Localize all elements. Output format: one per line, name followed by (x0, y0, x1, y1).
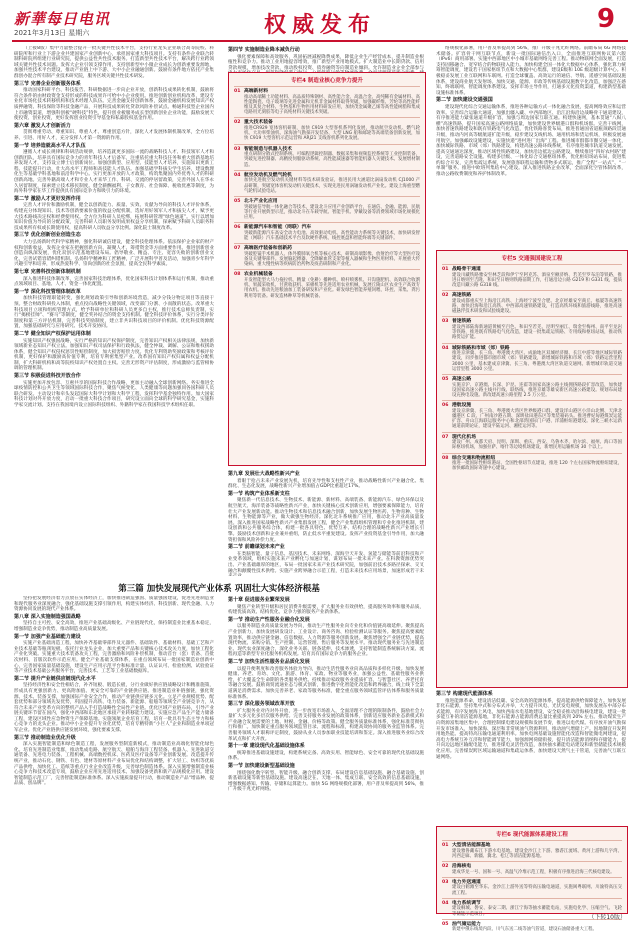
box-item-number: 04 (442, 900, 449, 906)
box-item-text: 推进京津冀、长三角、粤港澳大湾区、成渝地区双城经济圈、长江中游等地区城际铁路建设，同步推进都市圈市域（郊）铁路建设，新增城际铁路和市域（郊）铁路运营里程 3000 公里，基本建成京津冀、长三角、粤港澳大湾区轨道交通网。新增城市轨道交通运营里程 3000 公里。 (452, 351, 622, 372)
dateline: 2021年3月13日 星期六 (14, 29, 90, 37)
paragraph: 推进能源革命，建设清洁低碳、安全高效的能源体系，提高能源供给保障能力。加快发展非化石能源，坚持集中式和分布式并举，大力提升风电、光伏发电规模，加快发展东中部分布式能源，有序发展海上风电，加快西南水电基地建设，安全稳妥推动沿海核电建设，建设一批多能互补的清洁能源基地，非化石能源占能源消费总量比重提高到 20% 左右。推动煤炭生产向资源富集地区集中，合理控制煤电建设规模和发展节奏，推进以电代煤。有序放开油气勘探开发市场准入，加快深海、深层和非常规油气资源利用，推动油气增储上产。因地制宜开发利用地热能。提高特高压输电通道利用率。加快电网基础设施智能化改造和智能微电网建设，提高电力系统互补互济和智能调节能力，加强源网荷储衔接，提升清洁能源消纳和存储能力，提升向边远地区输配电能力，推进煤电灵活性改造，加快抽水蓄能电站建设和新型储能技术规模化应用。完善煤炭跨区域运输通道和集疏运体系，加快建设天然气主干管道，完善油气互联互通网络。 (436, 698, 626, 760)
box-item-heading: 沿海核电 (452, 864, 472, 869)
box-item-text: 建设桐城、磐安、泰安二期、浙江宁海等抽水蓄能电站，实施电化学、压缩空气、飞轮等储能示范项目。 (452, 906, 622, 917)
paragraph: 实施产业基础再造工程，加快补齐基础零部件及元器件、基础软件、基础材料、基础工艺和产业技术基础等瓶颈短板。依托行业龙头企业，加大重要产品和关键核心技术攻关力度，加快工程化产业化突破。实施重大技术装备攻关工程，完善激励和风险补偿机制，推动首台（套）装备、首批次材料、首版次软件示范应用。健全产业基础支撑体系，在重点领域布局一批国家制造业创新中心，完善国家质量基础设施，建设生产应用示范平台和标准计量、认证认可、检验检测、试验验证等产业技术基础公共服务平台，完善技术、工艺等工业基础数据库。 (14, 641, 214, 675)
box-item-text: 突破新能源汽车高安全动力电池、高效驱动电机、高性能动力系统等关键技术，加快研发智能（网联）汽车基础技术平台及软硬件系统、线控底盘和智能终端等关键部件。 (244, 230, 420, 242)
box-item-text: 重点研制分散式控制系统、可编程逻辑控制器、数据采集和视频监控系统等工业控制装备，突破先进控制器、高精度伺服驱动系统、高性能减速器等智能机器人关键技术。发展增材制造。 (244, 152, 420, 168)
box-item-number: 03 (442, 879, 449, 885)
box-item-heading: 高速公路 (452, 377, 472, 383)
box-item (234, 170, 420, 196)
subheading: 第二节 前瞻谋划未来产业 (228, 544, 285, 551)
box-item-number: 08 (234, 272, 241, 278)
box-item-number: 07 (442, 434, 449, 440)
box-item-number: 02 (442, 293, 449, 299)
paragraph: 推动国家科研平台、科技报告、科研数据进一步向企业开放，创新科技成果转化机制，鼓励将符合条件的由财政资金支持形成的科技成果许可给中小企业使用。推进创新创业机构改革，建设专业化市场化技术转移机构和技术经理人队伍。完善金融支持创新体系，鼓励金融机构发展知识产权质押融资、科技保险等科技金融产品，开展科技成果转化贷款风险补偿试点。畅通科技型企业国内上市融资渠道，增强科创板“硬科技”特色，提升创业板服务成长型创新创业企业功能，鼓励发展天使投资、创业投资，更好发挥创业投资引导基金和私募股权基金作用。 (14, 88, 214, 122)
box-item-heading: 战略骨干通道 (452, 267, 481, 272)
subheading: 第三节 完善企业创新服务体系 (14, 80, 81, 87)
box-item-text: 突破通信导航一体化融合等技术，建设北斗应用产业创新平台，在通信、金融、能源、民航等行业开展典型示范，推动北斗在车载导航、智能手机、穿戴设备等消费领域市场化规模化应用。 (244, 204, 420, 221)
box-item-number: 02 (234, 120, 241, 126)
subheading: 第二节 健全知识产权保护运用体制 (14, 330, 91, 337)
box-item-number: 03 (234, 146, 241, 152)
box-item-text: 建设广州、成都天府、昆明、深圳、重庆、西安、乌鲁木齐、哈尔滨、福州、海口等国际枢纽机场，加强拉萨、喀什等边境机场建设，新增民用运输机场 30 个以上。 (452, 440, 622, 451)
box-item-heading: 现代化机场 (452, 434, 476, 440)
subheading: 第一节 深化科技管理体制改革 (14, 288, 81, 295)
box-item-heading: 高端新材料 (244, 89, 268, 94)
box-item-number: 06 (234, 225, 241, 231)
box-item-text: 建设川藏铁路雅安至林芝段和伊宁至阿克苏、酒泉至额济纳、若羌至罗布泊等铁路，推进日喀则至吉隆、和田至日喀则铁路前期工作，打通沿边公路 G219 和 G331 线，提质改造川藏公路 G318 线。 (452, 272, 622, 288)
subheading: 第二节 加快建设交通强国 (436, 97, 493, 104)
subheading: 第十章 促进服务业繁荣发展 (228, 597, 290, 603)
box-item (442, 919, 622, 935)
box-item-number: 01 (234, 89, 241, 94)
paragraph: 以提升便利度和改善服务体验为导向，推动生活性服务业向高品质和多样化升级。加快发展健康、养老、育幼、文化、旅游、体育、家政、物业等服务业，加强公益性、基础性服务业供给，扩大覆盖全生命期的各类服务供给。持续推动家政服务业提质扩容，与智慧社区、养老托育等融合发展。鼓励商贸流通业态与模式创新，推进数字化智能化改造和跨界融合，线上线下全渠道满足消费需求。加快完善养老、家政等服务标准，健全重点服务领域监管评估体系和服务质量标准体系。 (228, 666, 424, 700)
box-item-text: 建成华龙一号、国和一号、高温气冷堆示范工程，积极有序推进沿海三代核电建设。 (452, 869, 615, 875)
box-item-heading: 智能制造与机器人技术 (244, 146, 292, 152)
subheading: 第二节 提升产业链供应链现代化水平 (14, 675, 96, 682)
paragraph: 以服务制造业高质量发展为导向，推动生产性服务业向专业化和价值链高端延伸。聚焦提高产业创新力，加快发展研发设计、工业设计、商务咨询、检验检测认证等服务。聚焦提高要素配置效率，推动供应链金融、信息数据、人力资源等服务创新发展。聚焦增强全产业链优势，提高现代物流、采购分销、生产控制、运营管理、售后服务等发展水平。推动现代服务业与先进制造业、现代农业深度融合，深化业务关联、链条延伸、技术渗透，支持智能制造系统解决方案、流程再造等新型专业化服务机构发展。培育具有国际竞争力的服务企业。 (228, 624, 424, 658)
subheading: 第十一章 建设现代化基础设施体系 (228, 743, 305, 750)
column-1-bottom (14, 596, 214, 914)
paragraph: 统筹推进基础设施建设，构建系统完备、高效实用、智能绿色、安全可靠的现代化基础设施体系。 (228, 750, 424, 762)
part-heading: 第三篇 加快发展现代产业体系 巩固壮大实体经济根基 (118, 584, 320, 594)
paragraph: 围绕强化数字转型、智能升级、融合创新支撑，布局建设信息基础设施、融合基础设施、创新基础设施等新型基础设施。建设高速泛在、天地一体、集成互联、安全高效的信息基础设施，增强数据感知、传输、存储和运算能力。加快 5G 网络规模化部署，用户普及率提高到 56%，推广升级千兆光纤网络。 (228, 770, 424, 793)
box-item-text: 推进一批国际性枢纽港站、全国性枢纽节点建设，推进 120 个左右国家物流枢纽建设，加快邮政国际寄递中心建设。 (452, 461, 622, 472)
box-item-heading: 农业机械装备 (244, 272, 273, 278)
box-item (442, 290, 622, 316)
box-item-heading: 电力外送通道 (452, 879, 481, 885)
box-item (442, 374, 622, 400)
subheading: 第八章 深入实施制造强国战略 (14, 613, 81, 620)
paragraph: 加快科技管理职能转变，强化规划政策引导和创新环境营造，减少分钱分物定项目等直接干预。整合财政科研投入体制，重点投向战略性关键领域，改变部门分割、小而散的状态。改革重大科技项目立项和组织管理方式，给予科研单位和科研人员更多自主权，推行技术总师负责制，实行“揭榜挂帅”、“赛马”等制度，健全奖补结合的资金支持机制。健全科技评价体系，实行分类评价制度和第三方评估机制，完善科技奖励制度，建立非共识科技项目的评价机制。优化科技资源配置，加强基础研究与应用研究、技术开发协同。 (14, 296, 214, 330)
subheading: 第一节 加强产业基础能力建设 (14, 633, 81, 640)
paragraph: 坚持经济性和安全性相结合，补齐短板、锻造长板，分行业做好供应链战略设计和精准施策，形成具有更强创新力、更高附加值、更安全可靠的产业链供应链。推进制造业补链强链，强化资源、技术、装备支撑，加强国际产业安全合作，推动产业链供应链多元化。立足产业规模优势、配套优势和部分领域先发优势，巩固提升高铁、电力装备、新能源、船舶等领域全产业链竞争力，从符合未来产业变革方向的整机产品入手打造战略性全局性产业链。优化区域产业链布局，引导产业链关键环节留在国内，强化中西部和东北地区承接产业转移能力建设。实施应急产品生产能力储备工程，建设区域性应急物资生产保障基地。实施领航企业培育工程，培育一批具有生态主导力和核心竞争力的龙头企业。推动中小企业提升专业化优势，培育专精特新“小巨人”企业和制造业单项冠军企业。优化产业链供应链发展环境，强化要素支撑。 (14, 683, 214, 734)
box-item-number: 04 (442, 345, 449, 351)
paragraph: 络规模化部署，用户普及率提高到 56%，推广升级千兆光纤网络。前瞻布局 6G 网络技术储备。扩容骨干网互联节点，新设一批国际通信出入口，全面推进互联网协议第六版（IPv6）商用部署。实施中西部地区中小城市基础网络完善工程。推动物联网全面发展，打造支持固移融合、宽窄结合的物联接入能力。加快构建全国一体化大数据中心体系，强化算力统筹智能调度，建设若干国家枢纽节点和大数据中心集群，建设E级和 10E 级超级计算中心。积极稳妥发展工业互联网和车联网。打造全球覆盖、高效运行的通信、导航、遥感空间基础设施体系，建设商业航天发射场。加快交通、能源、市政等传统基础设施数字化改造，加强泛在感知、终端联网、智能调度体系建设。发挥市场主导作用，打通多元化投资渠道，构建新型基础设施标准体系。 (436, 46, 626, 96)
box-title: 专栏5 交通强国建设工程 (501, 256, 563, 262)
box-item-text: 建设白鹤滩至华东、金沙江上游外送等特高压输电通道，实施闽粤联网、川渝特高压交流工程。 (452, 885, 622, 896)
box-item (442, 316, 622, 342)
section-title: 权威发布 (263, 12, 376, 38)
subheading: 第三节 积极促进科技开放合作 (14, 373, 81, 380)
box-item-heading: 新能源汽车和智能（网联）汽车 (244, 225, 312, 231)
page-number: 9 (596, 4, 616, 34)
box-item (442, 264, 622, 290)
box-item (442, 840, 622, 861)
box-item (234, 243, 420, 269)
paragraph: 完善人才评价和激励机制，健全以创新能力、质量、实效、贡献为导向的科技人才评价体系，构建充分体现知识、技术等创新要素价值的收益分配机制，选好用好领军人才和拔尖人才，赋予更大技术路线决定权和经费使用权。全方位为科研人员松绑，拓展科研管理“绿色通道”。实行以增加知识价值为导向的分配政策，完善科研人员职务发明成果权益分享机制，探索赋予科研人员职务科技成果所有权或长期使用权，提高科研人员收益分享比例。深化院士制度改革。 (14, 203, 214, 231)
paragraph: 扩大服务业对内对外开放，进一步放宽市场准入，全面清理不合理的限制条件，鼓励社会力量扩大多元化多层次服务供给。完善支持服务业发展的政策体系，创新适应服务新业态新模式和产业融合发展需要的土地、财税、金融、价格等政策。健全服务质量标准体系，强化标准贯彻执行和推广。加快制定重点服务领域监管目录、流程和标准，构建高效协同的服务业监管体系。完善服务领域人才职称评定制度，鼓励从业人员参加职业技能培训和鉴定。深入推进服务业综合改革试点和扩大开放。 (228, 708, 424, 742)
box-item-number: 07 (234, 246, 241, 252)
box-item (442, 400, 622, 431)
box-item-heading: 综合交通和物流枢纽 (452, 455, 496, 461)
box-item-text: 加快先进航空发动机关键材料等技术研发验证，推进民用大涵道比涡扇发动机 CJ1000 产品研制，突破宽体客机发动机关键技术，实现先进民用涡轴发动机产业化。建设上海重型燃气轮机试验电站。 (244, 178, 420, 194)
sidebar-box-manufacturing (228, 72, 426, 466)
box-item-heading: 航空发动机及燃气轮机 (244, 172, 292, 178)
box-item-heading: 高端医疗装备和创新药 (244, 246, 292, 252)
paragraph: 在类脑智能、量子信息、基因技术、未来网络、深海空天开发、氢能与储能等前沿科技和产业变革领域，组织实施未来产业孵化与加速计划，谋划布局一批未来产业。在科教资源优势突出、产业基础雄厚的地区，布局一批国家未来产业技术研究院，加强前沿技术多路径探索、交叉融合和颠覆性技术供给。实施产业跨界融合示范工程，打造未来技术应用场景，加速形成若干未 (228, 551, 424, 574)
paragraph: （上接8版）集中力量整合提升一批关键共性技术平台，支持行业龙头企业联合高等院校、科研院所和行业上下游企业共建国家产业创新中心，承担国家重大科技项目。支持有条件企业联合转制科研院所组建行业研究院，提供公益性共性技术服务。打造新型共性技术平台，解决跨行业跨领域关键共性技术问题。发挥大企业引领支撑作用，支持创新型中小微企业成长为创新重要发源地，加强共性技术平台建设，推动产业链上中下游、大中小企业融通创新。鼓励有条件地方依托产业集群创办混合所有制产业技术研究院，服务区域关键共性技术研发。 (14, 46, 214, 79)
box-item (442, 861, 622, 877)
masthead-rule (12, 40, 628, 42)
box-item-heading: 普速铁路 (452, 319, 472, 325)
box-item (234, 86, 420, 117)
paragraph: 深入实施智能制造和绿色制造工程，发展服务型制造新模式，推动制造业高端化智能化绿色化。培育先进制造业集群，推动集成电路、航空航天、船舶与海洋工程装备、机器人、先进轨道交通装备、先进电力装备、工程机械、高端数控机床、医药及医疗设备等产业创新发展。改造提升传统产业，推动石化、钢铁、有色、建材等原材料产业布局优化和结构调整，扩大轻工、纺织等优质产品供给，加快化工、造纸等重点行业企业改造升级，完善绿色制造体系。深入实施增强制造业核心竞争力和技术改造专项，鼓励企业应用先进适用技术、加强设备更新和新产品规模化应用。建设智能制造示范工厂，完善智能制造标准体系。深入实施质量提升行动，推动制造业产品“增品种、提品质、创品牌”。 (14, 742, 214, 787)
column-4-bottom (436, 690, 626, 824)
box-item (234, 222, 420, 243)
column-1 (14, 46, 214, 576)
box-item-number: 05 (442, 921, 449, 927)
subheading: 第六章 激发人才创新活力 (14, 122, 71, 129)
box-item (234, 117, 420, 143)
subheading: 第一节 构筑产业体系新支柱 (228, 490, 290, 497)
paragraph: 实施知识产权强国战略，实行严格的知识产权保护制度，完善知识产权相关法律法规，加快新领域新业态知识产权立法。加强知识产权司法保护和行政执法，健全仲裁、调解、公证和维权援助体系，健全知识产权侵权惩罚性赔偿制度，加大损害赔偿力度。优化专利资助奖励政策和考核评价机制，更好保护和激励高价值专利，培育专利密集型产业。改革国有知识产权归属和权益分配机制，扩大科研机构和高等院校知识产权处置自主权。完善无形资产评估制度，形成激励与监管相协调的管理机制。 (14, 338, 214, 372)
paragraph: 聚焦产业转型升级和居民消费升级需要，扩大服务业有效供给，提高服务效率和服务品质，构建优质高效、结构优化、竞争力强的服务产业新体系。 (228, 604, 424, 616)
sidebar-box-transport (436, 250, 628, 688)
subheading: 第二节 加快生活性服务业品质化发展 (228, 658, 310, 665)
box-item (442, 343, 622, 374)
newspaper-logo: 新華每日电讯 (14, 10, 111, 28)
box-item-text: 开发智能型大马力拖拉机、精量（免耕）播种机、喷杆喷雾机、开沟施肥机、高效联合收割机、果蔬采收机、甘蔗收获机、采棉机等先进适用农业机械，发展丘陵山区农业生产高效专用农机。推动先进粮油加工装备研发和产业化。研发绿色智能养殖饲喂、环控、采集、粪污利用等装备。研发造林种草等机械装备。 (244, 278, 420, 299)
box-item-text: 建设成都重庆至上海沿江高铁、上海经宁波至合肥、北京经雄安至商丘、福厦等高速铁路，加快沿海和沿江高铁、中西部高速铁路建设，打造高铁环线和旅游线路，推进高速磁悬浮技术研发和试验线建设。 (452, 298, 622, 315)
box-item-text: 建设京津冀、长三角、粤港澳大湾区世界级港口群，建设洋山港区小洋山北侧、天津北疆港区 C 段、广州南沙港五期、深圳盐田港东区等集装箱码头。推进曹妃甸港煤炭运能扩容、舟山江海联运服务中心和北部湾国际门户港、洋浦枢纽港建设。深化三峡水运新通道前期论证，建设平陆运河、湘桂运河等。 (452, 408, 622, 430)
box-item-heading: 港航设施 (452, 403, 472, 409)
box-item-heading: 北斗产业化应用 (244, 199, 278, 205)
box-title: 专栏4 制造业核心竞争力提升 (291, 78, 363, 84)
box-item-number: 05 (234, 199, 241, 205)
box-item-heading: 重大技术装备 (244, 120, 273, 126)
box-item (234, 196, 420, 222)
column-2-middle (228, 470, 424, 576)
paragraph: 贯彻尊重劳动、尊重知识、尊重人才、尊重创造方针，深化人才发展体制机制改革，全方位培养、引进、用好人才，充分发挥人才第一资源的作用。 (14, 130, 214, 141)
box-item-heading: 城际铁路和市域（郊）铁路 (452, 345, 510, 351)
subheading: 第一节 推动生产性服务业融合化发展 (228, 616, 310, 623)
box-item-heading: 油气储运能力 (452, 921, 481, 927)
subheading: 第一节 加快建设新型基础设施 (228, 763, 295, 770)
box-item-number: 04 (234, 172, 241, 178)
box-item-text: 建设西部陆海新通道黄桶至百色、和田至若羌、昆明至丽江、瑞金至梅州、南平至龙岩等铁路，推进既有铁路电气化改造，建设一批集疏运铁路、专用线和枢纽站场，推动铁路货运扩能。 (452, 325, 622, 341)
paragraph: 遵循人才成长规律和科研活动规律，培养造就更多国际一流的战略科技人才、科技领军人才和创新团队，培养具有国际竞争力的青年科技人才后备军，注重依托重大科技任务和重大创新基地培养发现人才，支持设立博士后创新岗位。加强创新型、应用型、技能型人才培养，实施知识更新工程、技能提升行动，壮大高水平工程师和高技能人才队伍。加强基础学科拔尖学生培养，建设数理化生等基础学科基地和前沿科学中心。实行更加开放的人才政策，构筑集聚国内外优秀人才的科研创新高地。完善外籍高端人才和专业人才来华工作、科研、交流的停居留政策，完善外国人在华永久居留制度，探索建立技术移民制度。健全薪酬福利、子女教育、社会保障、税收优惠等制度，为海外科学家在华工作提供具有国际竞争力和吸引力的环境。 (14, 150, 214, 195)
paragraph: 聚焦新一代信息技术、生物技术、新能源、新材料、高端装备、新能源汽车、绿色环保以及航空航天、海洋装备等战略性新兴产业，加快关键核心技术创新应用，增强要素保障能力，培育壮大产业发展新动能。推动生物技术和信息技术融合创新，加快发展生物医药、生物育种、生物材料、生物能源等产业，做大做强生物经济。深化北斗系统推广应用，推动北斗产业高质量发展。深入推进国家战略性新兴产业集群发展工程，健全产业集群组织管理和专业化推进机制，建设创新和公共服务综合体，构建一批各具特色、优势互补、结构合理的战略性新兴产业增长引擎。鼓励技术创新和企业兼并重组，防止低水平重复建设。发挥产业投资基金引导作用，加大融资担保和风险补偿力度。 (228, 498, 424, 543)
column-4 (436, 46, 626, 246)
box-item-text: 推进CR929 宽体客机研制，加快 C919 大型客机系列化发展，推动航空发动机、燃气轮机、大功率柴油机、深海油气勘探开发装备、大型 LNG 船和邮轮等高端装备创新发展，加快 C919 大型客机示范运营和 ARJ21 支线客机系列化发展。 (244, 126, 420, 142)
box-item-text: 实施京沪、京港澳、长深、沪昆、连霍等国家高速公路主线拥挤路段扩容改造，加快建设国家高速公路主线并行线、联络线，推进京雄等雄安新区高速公路建设。规划布局建设充换电设施。新改建高速公路里程 2.5 万公里。 (452, 382, 622, 399)
masthead (0, 0, 640, 42)
box-item-text: 建设雅鲁藏布江下游水电基地。建设金沙江上下游、雅砻江流域、黄河上游和几字湾、河西走廊、新疆、冀北、松辽等清洁能源基地。 (452, 848, 622, 859)
box-item (442, 432, 622, 453)
box-item-heading: 电力系统调节 (452, 900, 481, 906)
subheading: 第一节 培养造就高水平人才队伍 (14, 142, 86, 149)
box-item-number: 06 (442, 403, 449, 409)
subheading: 第三节 推动制造业优化升级 (14, 734, 76, 741)
subheading: 第二节 激励人才更好发挥作用 (14, 195, 81, 202)
box-item-number: 02 (442, 864, 449, 869)
box-item-heading: 大型清洁能源基地 (452, 843, 491, 848)
subheading: 第七章 完善科技创新体制机制 (14, 268, 81, 275)
box-item-number: 01 (442, 267, 449, 272)
box-item (442, 877, 622, 898)
box-item-heading: 高速铁路 (452, 293, 472, 299)
paragraph: 深入推进科技体制改革，完善国家科技治理体系，优化国家科技计划体系和运行机制，推动重点领域项目、基地、人才、资金一体化配置。 (14, 276, 214, 288)
paragraph: 坚持自主可控、安全高效，推进产业基础高级化、产业链现代化，保持制造业比重基本稳定，增强制造业竞争优势，推动制造业高质量发展。 (14, 621, 214, 632)
paragraph: 强化要素保障和高效服务，巩固拓展减税降费成果，降低企业生产经营成本，提升制造业根植性和竞争力。推动工业用地提容增效，推广新型产业用地模式。扩大制造业中长期贷款、信用贷款规模，增加技改贷款，推动股权投资、债券融资等向制造业倾斜。允许制造业企业全部参与 (228, 54, 424, 71)
subheading: 第三节 构建现代能源体系 (436, 691, 493, 697)
box-item-text: 新建中俄东线境内段、川气东送二线等油气管道，建设石油储备重大工程。 (452, 927, 597, 933)
subheading: 第三节 深化服务领域改革开放 (228, 701, 295, 708)
box-item (234, 269, 420, 300)
box-item-number: 03 (442, 319, 449, 325)
box-item-text: 推动高端稀土功能材料、高品质特殊钢材、高性能合金、高温合金、高纯稀有金属材料、高性能陶瓷、电子玻璃等先进金属和无机非金属材料取得突破，加强碳纤维、芳纶等高性能纤维及其复合材料、生物基和生物医用材料研发应用，加快茂金属聚乙烯等高性能树脂和集成电路用光刻胶等电子高纯材料关键技术突破。 (244, 94, 420, 116)
box-item (442, 453, 622, 474)
box-item-text: 突破腔镜手术机器人、体外膜肺氧合机等核心技术，研制高端影像、放射治疗等大型医疗设备及关键零部件。发展脑起搏器、全降解血管支架等植入器械和生物医用材料。开展重大传染病、重大慢性病等疾病防治药物及疫苗研制和产业化。 (244, 251, 420, 268)
paragraph: 实施更加开放包容、互惠共享的国际科技合作战略，更加主动融入全球创新网络。务实推进全球疫情防控和公共卫生等领域国际科技合作，聚焦气候变化、人类健康等问题加强同各国科研人员联合研发。主动设计和牵头发起国际大科学计划和大科学工程，发挥科学基金独特作用。加大国家科技计划对外开放力度，启动一批重大科技合作项目，研究设立面向全球的科学研究基金，实施科学家交流计划。支持在我国境内设立国际科技组织、外籍科学家在我国科技学术组织任职。 (14, 380, 214, 409)
paragraph: 坚持把发展经济着力点放在实体经济上，加快推进制造强国、质量强国建设，促进先进制造业和现代服务业深度融合，强化基础设施支撑引领作用，构建实体经济、科技创新、现代金融、人力资源协同发展的现代产业体系。 (14, 596, 214, 613)
box-item-number: 01 (442, 843, 449, 848)
paragraph: 建设现代化综合交通运输体系，推进各种运输方式一体化融合发展，提高网络效应和运营效率。完善综合运输大通道，加强出疆入藏、中西部地区、沿江沿海沿边战略骨干通道建设，有序推进能力紧张通道升级扩容，加强与周边国家互联互通。构建快速网，基本贯通“八纵八横”高速铁路，提升国家高速公路网络质量，加快建设世界级港口群和机场群。完善干线网，加快普速铁路建设和既有铁路电气化改造，优化铁路客货布局，推进普通国省道瓶颈路段贯通升级，推动内河高等级航道扩能升级，稳步建设支线机场、通用机场和货运机场，积极发展通用航空。加强邮政设施建设，实施快递“进村进厂出海”工程。推进城市群都市圈交通一体化，加快城际铁路、市域（郊）铁路建设，构建高速公路环线系统，有序推进城市轨道交通发展。提高交通通达深度，推动区域性铁路建设，加快沿边抵边公路建设，继续推进“四好农村路”建设，完善道路安全设施。构建多层级、一体化综合交通枢纽体系，优化枢纽场站布局，促进集约综合开发，完善集疏运系统，发展旅客联程运输和货物多式联运，推广全程“一站式”、“一单制”服务。推进中欧班列集结中心建设。深入推进铁路企业改革，全面深化空管体制改革，推动公路收费制度和养护体制改革。 (436, 104, 626, 178)
paragraph: 大力弘扬新时代科学家精神，强化科研诚信建设，健全科技伦理体系。依法保护企业家的财产权和创新收益，发挥企业家在把握创新方向、凝聚人才、筹措资金等方面重要作用。推进创新创业创造向纵深发展，优化双创示范基地建设布局。倡导敬业、精益、专注、宽容失败的创新创业文化，完善试错容错纠错机制。弘扬科学精神和工匠精神，广泛开展科学普及活动，加强青少年科学兴趣引导和培养，形成热爱科学、崇尚创新的社会氛围，提高全民科学素质。 (14, 240, 214, 268)
paragraph: 着眼于抢占未来产业发展先机，培育先导性和支柱性产业，推动战略性新兴产业融合化、集群化、生态化发展，战略性新兴产业增加值占GDP比重超过17%。 (228, 478, 424, 490)
subheading: 第三节 优化创新创业创造生态 (14, 232, 81, 239)
box-item-number: 05 (442, 377, 449, 383)
box-item-number: 08 (442, 455, 449, 461)
box-item (234, 144, 420, 170)
continued-note: （下转10版） (588, 914, 626, 921)
subheading: 第九章 发展壮大战略性新兴产业 (228, 471, 300, 477)
column-2-bottom (228, 596, 424, 914)
box-title: 专栏6 现代能源体系建设工程 (496, 832, 568, 838)
subheading: 第四节 实施制造业降本减负行动 (228, 47, 300, 53)
